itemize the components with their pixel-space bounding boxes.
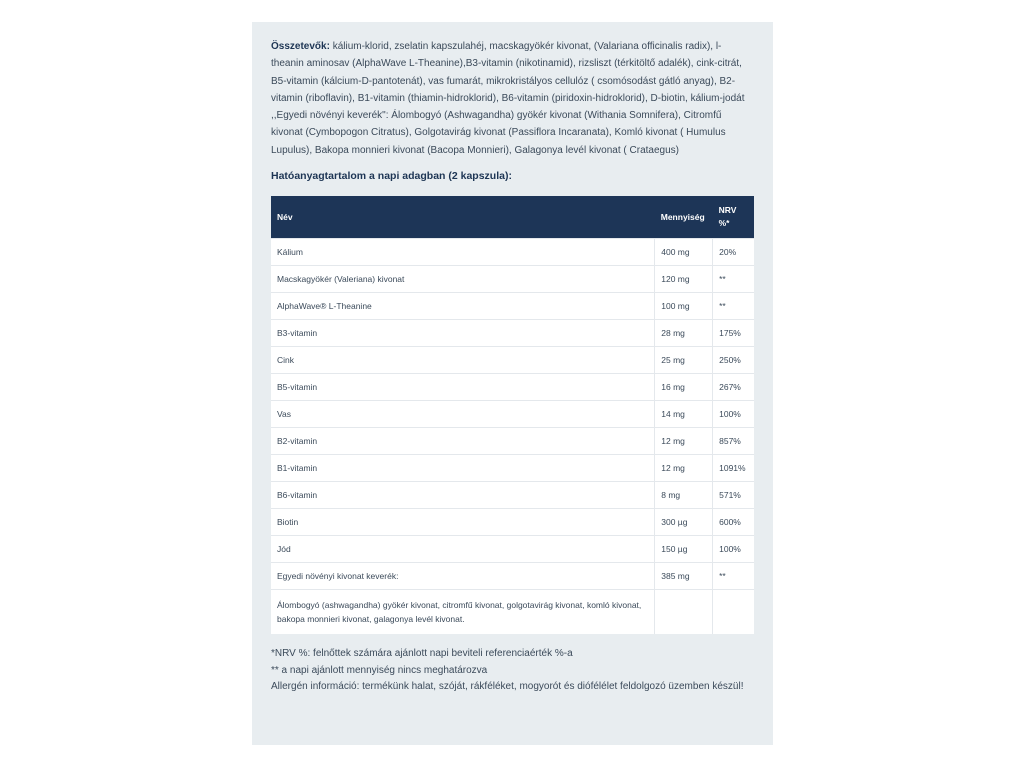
row-quantity: 100 mg <box>655 293 713 320</box>
header-nrv: NRV %* <box>713 196 754 239</box>
footnote-nrv: *NRV %: felnőttek számára ajánlott napi beviteli referenciaérték %-a <box>271 648 573 660</box>
row-quantity: 14 mg <box>655 401 713 428</box>
row-quantity: 300 µg <box>655 509 713 536</box>
table-row <box>271 239 754 266</box>
row-quantity: 12 mg <box>655 428 713 455</box>
nutrient-table <box>271 196 754 634</box>
blend-description-quantity-empty <box>655 590 713 635</box>
row-quantity: 120 mg <box>655 266 713 293</box>
header-quantity: Mennyiség <box>655 196 713 239</box>
table-row <box>271 482 754 509</box>
row-name: Kálium <box>271 239 655 266</box>
product-info-panel <box>252 22 773 745</box>
row-nrv: ** <box>713 293 754 320</box>
footnote-not-defined: ** a napi ajánlott mennyiség nincs meghatározva <box>271 664 488 676</box>
row-name: AlphaWave® L-Theanine <box>271 293 655 320</box>
table-header <box>271 196 754 239</box>
table-row <box>271 320 754 347</box>
row-name: B5-vitamin <box>271 374 655 401</box>
row-name: Biotin <box>271 509 655 536</box>
row-nrv: 250% <box>713 347 754 374</box>
table-row <box>271 401 754 428</box>
row-name: B6-vitamin <box>271 482 655 509</box>
row-name: B3-vitamin <box>271 320 655 347</box>
table-row <box>271 455 754 482</box>
row-name: B1-vitamin <box>271 455 655 482</box>
blend-description: Álombogyó (ashwagandha) gyökér kivonat, citromfű kivonat, golgotavirág kivonat, komló kivonat, bakopa monnieri kivonat, galagonya levél kivonat. <box>271 590 655 635</box>
row-quantity: 28 mg <box>655 320 713 347</box>
table-row <box>271 347 754 374</box>
row-nrv: 571% <box>713 482 754 509</box>
row-nrv: 600% <box>713 509 754 536</box>
row-quantity: 8 mg <box>655 482 713 509</box>
row-nrv: 1091% <box>713 455 754 482</box>
row-name: Cink <box>271 347 655 374</box>
table-row <box>271 293 754 320</box>
row-nrv: 100% <box>713 401 754 428</box>
row-quantity: 25 mg <box>655 347 713 374</box>
ingredients-text: kálium-klorid, zselatin kapszulahéj, macskagyökér kivonat, (Valariana officinalis radix), l-theanin aminosav (AlphaWave L-Theanine),B3-vitamin (nikotinamid), rizsliszt (térkitöltő adalék), cink-citrát, B5-vitamin (kálcium-D-pantotenát), vas fumarát, mikrokristályos cellulóz ( csomósodást gátló anyag), B2-vitamin (riboflavin), B1-vitamin (thiamin-hidroklorid), B6-vitamin (piridoxin-hidroklorid), D-biotin, kálium-jodát ,,Egyedi növényi keverék": Álombogyó (Ashwagandha) gyökér kivonat (Withania Somnifera), Citromfű kivonat (Cymbopogon Citratus), Golgotavirág kivonat (Passiflora Incaranata), Komló kivonat ( Humulus Lupulus), Bakopa monnieri kivonat (Bacopa Monnieri), Galagonya levél kivonat ( Crataegus) <box>271 41 745 156</box>
row-name: Jód <box>271 536 655 563</box>
table-row <box>271 509 754 536</box>
table-row <box>271 536 754 563</box>
row-name: B2-vitamin <box>271 428 655 455</box>
row-quantity: 385 mg <box>655 563 713 590</box>
ingredients-label: Összetevők: <box>271 41 330 52</box>
blend-description-nrv-empty <box>713 590 754 635</box>
row-quantity: 16 mg <box>655 374 713 401</box>
ingredients-paragraph <box>271 38 754 159</box>
row-name: Macskagyökér (Valeriana) kivonat <box>271 266 655 293</box>
row-quantity: 12 mg <box>655 455 713 482</box>
row-nrv: ** <box>713 266 754 293</box>
row-nrv: ** <box>713 563 754 590</box>
header-name: Név <box>271 196 655 239</box>
row-nrv: 20% <box>713 239 754 266</box>
row-nrv: 100% <box>713 536 754 563</box>
row-name: Vas <box>271 401 655 428</box>
table-row <box>271 374 754 401</box>
table-row <box>271 428 754 455</box>
table-row-blend-description <box>271 590 754 635</box>
table-row <box>271 266 754 293</box>
row-nrv: 175% <box>713 320 754 347</box>
row-quantity: 150 µg <box>655 536 713 563</box>
row-nrv: 857% <box>713 428 754 455</box>
row-quantity: 400 mg <box>655 239 713 266</box>
table-heading: Hatóanyagtartalom a napi adagban (2 kapszula): <box>271 170 512 183</box>
row-name: Egyedi növényi kivonat keverék: <box>271 563 655 590</box>
footnotes <box>271 646 754 696</box>
footnote-allergen: Allergén információ: termékünk halat, szóját, rákféléket, mogyorót és diófélélet feldolgozó üzemben készül! <box>271 681 744 693</box>
table-row <box>271 563 754 590</box>
row-nrv: 267% <box>713 374 754 401</box>
